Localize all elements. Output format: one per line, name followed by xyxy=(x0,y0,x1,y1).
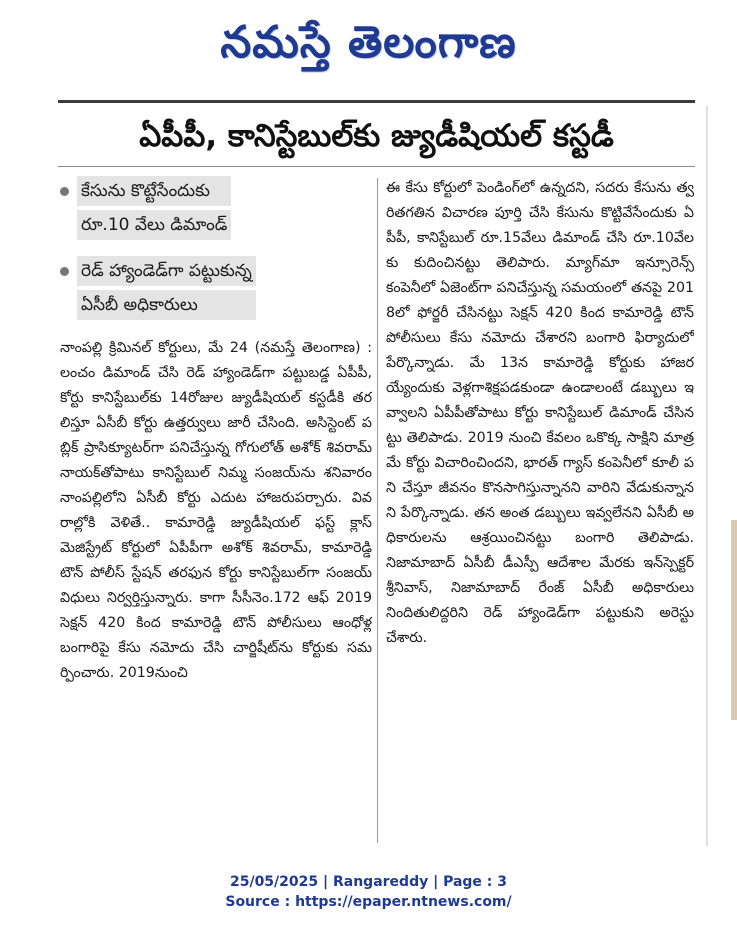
subhead-line: రూ.10 వేలు డిమాండ్ xyxy=(77,210,231,240)
subhead-line: కేసును కొట్టేసేందుకు xyxy=(77,176,231,206)
subhead-line: రెడ్ హ్యాండెడ్‌గా పట్టుకున్న xyxy=(77,256,256,286)
page-footer xyxy=(0,872,737,912)
headline-bottom-rule xyxy=(58,166,695,167)
column-divider xyxy=(377,178,378,843)
masthead-logo: నమస్తే తెలంగాణ xyxy=(220,17,517,68)
article-column-left xyxy=(60,176,372,836)
bullet-icon xyxy=(60,267,69,276)
subhead-1 xyxy=(60,176,372,244)
subhead-2 xyxy=(60,256,372,324)
masthead xyxy=(0,0,737,96)
article-headline: ఏపీపీ, కానిస్టేబుల్‌కు జ్యుడీషియల్ కస్టడీ xyxy=(139,118,614,154)
headline-top-rule xyxy=(58,100,695,103)
footer-date-edition: 25/05/2025 | Rangareddy | Page : 3 xyxy=(229,874,508,890)
bullet-icon xyxy=(60,187,69,196)
adjacent-article-strip xyxy=(731,520,737,720)
article-body-right: ఈ కేసు కోర్టులో పెండింగ్‌లో ఉన్నదని, సదరు కేసును త్వరితగతిన విచారణ పూర్తి చేసి కేసును కొట్టివేసేందుకు ఏపీపీ, కానిస్టేబుల్ రూ.15వేలు డిమాండ్ చేసి రూ.10వేలకు కుదించినట్టు తెలిపారు. మ్యాగ్‌మా ఇన్సూరెన్స్ కంపెనీలో ఏజెంట్‌గా పనిచేస్తున్న సమయంలో తనపై 2018లో ఫోర్జరీ చేసినట్టు సెక్షన్ 420 కింద కామారెడ్డి టౌన్ పోలీసులు కేసు నమోదు చేశారని బంగారి ఫిర్యాదులో పేర్కొన్నాడు. మే 13న కామారెడ్డి కోర్టుకు హాజరయ్యేందుకు వెళ్లగాశిక్షపడకుండా ఉండాలంటే డబ్బులు ఇవ్వాలని ఏపీపీతోపాటు కోర్టు కానిస్టేబుల్ డిమాండ్ చేసినట్టు తెలిపాడు. 2019 నుంచి కేవలం ఒకొక్క సాక్షిని మాత్రమే కోర్టు విచారించిందని, భారత్ గ్యాస్ కంపెనీలో కూలీ పని చేస్తూ జీవనం కొనసాగిస్తున్నానని వారిని వేడుకున్నానని పేర్కొన్నాడు. తన అంత డబ్బులు ఇవ్వలేనని ఏసీబీ అధికారులను ఆశ్రయించినట్టు బంగారి తెలిపాడు. నిజామాబాద్ ఏసీబీ డీఎస్పీ ఆదేశాల మేరకు ఇన్‌స్పెక్టర్ శ్రీనివాస్, నిజామాబాద్ రేంజ్ ఏసీబీ అధికారులు నిందితులిద్దరిని రెడ్ హ్యాండెడ్‌గా పట్టుకుని అరెస్టు చేశారు. xyxy=(386,180,694,646)
footer-source: Source : https://epaper.ntnews.com/ xyxy=(225,894,512,910)
article-column-right xyxy=(386,176,694,838)
subhead-line: ఏసీబీ అధికారులు xyxy=(77,290,256,320)
page-edge-line xyxy=(706,106,708,846)
article-body-left: నాంపల్లి క్రిమినల్ కోర్టులు, మే 24 (నమస్తే తెలంగాణ) : లంచం డిమాండ్ చేసి రెడ్ హ్యాండెడ్‌గా పట్టుబడ్డ ఏపీపీ,కోర్టు కానిస్టేబుల్‌కు 14రోజుల జ్యుడీషియల్ కస్టడీకి తరలిస్తూ ఏసీబీ కోర్టు ఉత్తర్వులు జారీ చేసింది. అసిస్టెంట్ పబ్లిక్ ప్రాసిక్యూటర్‌గా పనిచేస్తున్న గోగులోత్ అశోక్ శివరామ్ నాయక్‌తోపాటు కానిస్టేబుల్ నిమ్మ సంజయ్‌ను శనివారం నాంపల్లిలోని ఏసీబీ కోర్టు ఎదుట హాజరుపర్చారు. వివరాల్లోకి వెళితే.. కామారెడ్డి జ్యుడీషియల్ ఫస్ట్ క్లాస్ మెజిస్ట్రేట్ కోర్టులో ఏపీపీగా అశోక్ శివరామ్, కామారెడ్డి టౌన్ పోలీస్ స్టేషన్ తరఫున కోర్టు కానిస్టేబుల్‌గా సంజయ్ విధులు నిర్వర్తిస్తున్నారు. కాగా సీసీనెం.172 ఆఫ్ 2019 సెక్షన్ 420 కింద కామారెడ్డి టౌన్ పోలీసులు ఆంధోళ్ల బంగారిపై కేసు నమోదు చేసి చార్జిషీట్‌ను కోర్టుకు సమర్పించారు. 2019నుంచి xyxy=(60,340,372,681)
